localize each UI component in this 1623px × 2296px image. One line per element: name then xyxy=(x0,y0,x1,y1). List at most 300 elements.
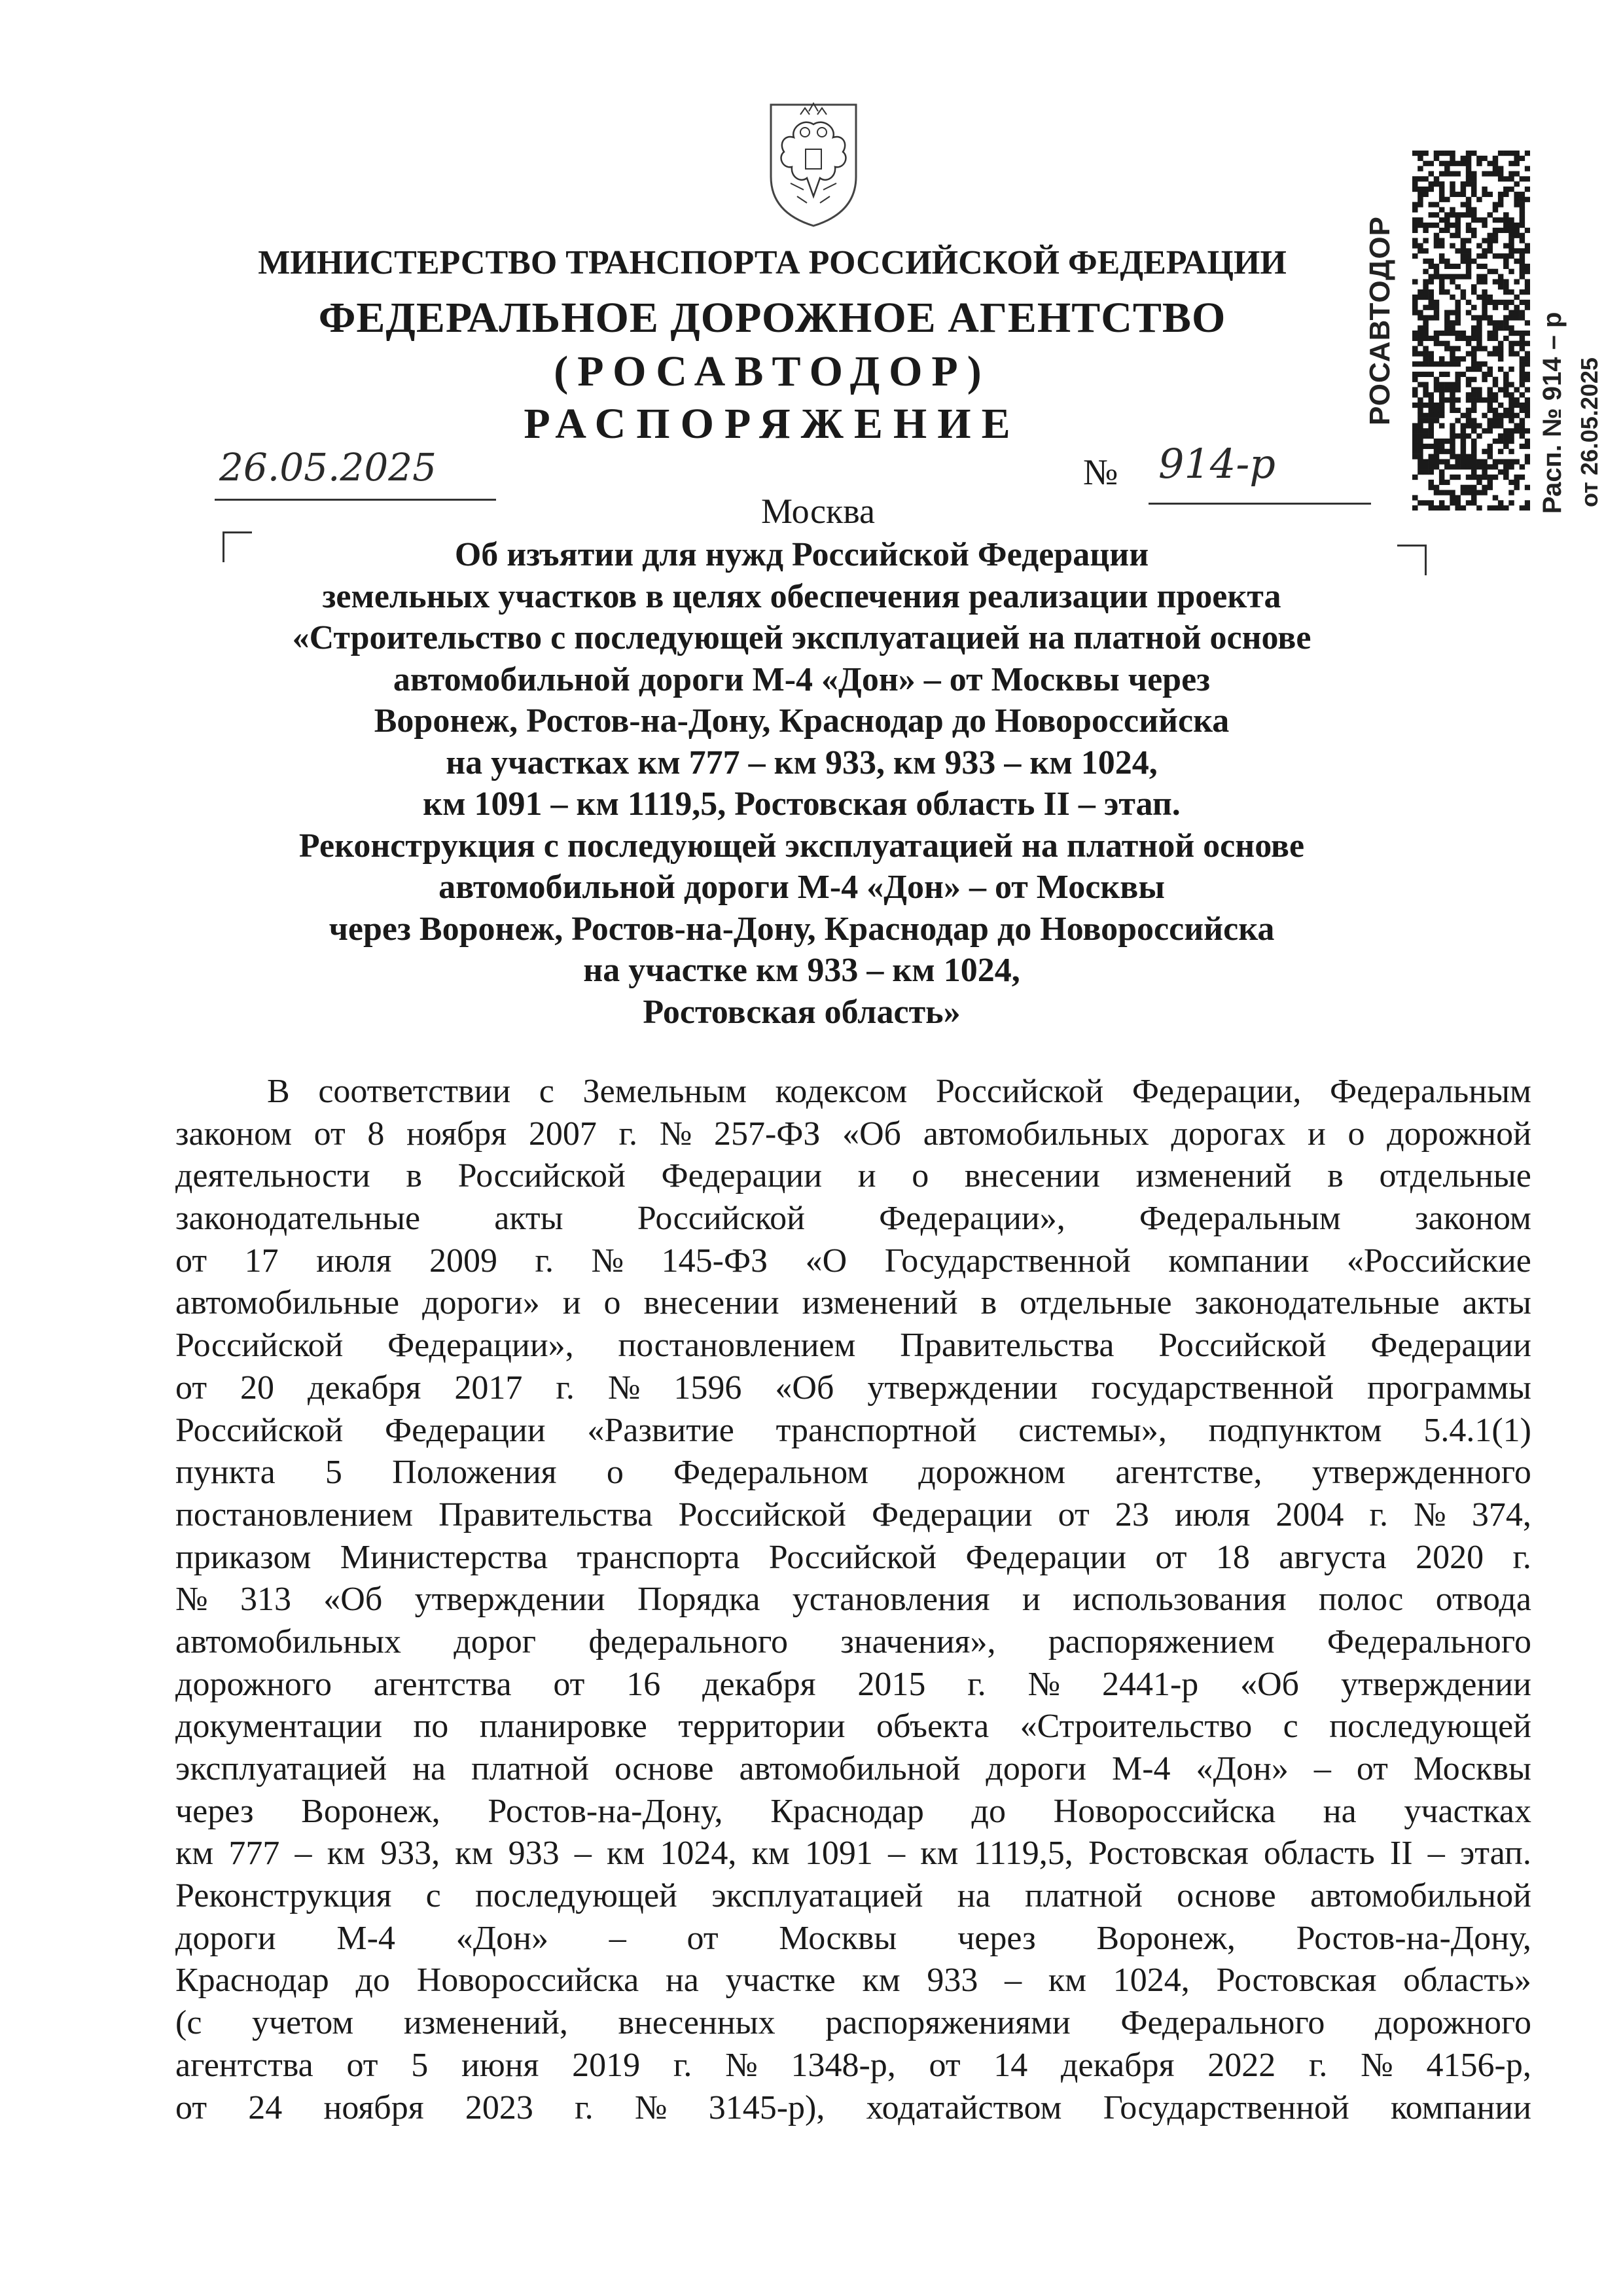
barcode-module xyxy=(1525,264,1530,269)
barcode-module xyxy=(1444,361,1450,367)
barcode-module xyxy=(1471,217,1476,223)
barcode-module xyxy=(1412,454,1418,459)
barcode-module xyxy=(1471,351,1476,356)
barcode-module xyxy=(1418,202,1423,207)
barcode-module xyxy=(1461,459,1466,464)
barcode-module xyxy=(1423,403,1428,408)
title-line: через Воронеж, Ростов-на-Дону, Краснодар до Новороссийска xyxy=(329,910,1275,948)
barcode-module xyxy=(1482,485,1487,490)
barcode-module xyxy=(1418,295,1423,300)
barcode-module xyxy=(1429,423,1434,428)
barcode-module xyxy=(1439,449,1444,454)
barcode-module xyxy=(1476,279,1482,284)
barcode-module xyxy=(1520,444,1525,449)
barcode-module xyxy=(1482,223,1487,228)
barcode-module xyxy=(1498,325,1503,331)
barcode-module xyxy=(1412,428,1418,433)
barcode-module xyxy=(1503,217,1508,223)
barcode-module xyxy=(1429,485,1434,490)
barcode-module xyxy=(1461,295,1466,300)
barcode-module xyxy=(1520,300,1525,305)
barcode-module xyxy=(1412,377,1418,382)
barcode-module xyxy=(1423,433,1428,439)
barcode-module xyxy=(1482,459,1487,464)
barcode-module xyxy=(1429,187,1434,192)
barcode-module xyxy=(1423,325,1428,331)
barcode-module xyxy=(1439,192,1444,197)
barcode-module xyxy=(1450,331,1455,336)
barcode-module xyxy=(1498,192,1503,197)
barcode-module xyxy=(1455,377,1460,382)
barcode-module xyxy=(1493,305,1498,310)
barcode-module xyxy=(1508,289,1514,295)
barcode-module xyxy=(1466,223,1471,228)
barcode-module xyxy=(1455,459,1460,464)
barcode-module xyxy=(1423,500,1428,505)
barcode-module xyxy=(1439,279,1444,284)
barcode-module xyxy=(1482,475,1487,480)
barcode-module xyxy=(1488,331,1493,336)
barcode-module xyxy=(1450,187,1455,192)
barcode-module xyxy=(1439,161,1444,166)
barcode-module xyxy=(1418,325,1423,331)
barcode-module xyxy=(1434,269,1439,274)
barcode-module xyxy=(1429,413,1434,418)
barcode-module xyxy=(1520,207,1525,212)
barcode-module xyxy=(1498,166,1503,171)
barcode-module xyxy=(1461,253,1466,259)
barcode-module xyxy=(1514,181,1519,187)
barcode-module xyxy=(1412,449,1418,454)
barcode-module xyxy=(1525,444,1530,449)
barcode-module xyxy=(1476,387,1482,392)
barcode-module xyxy=(1482,217,1487,223)
barcode-module xyxy=(1455,233,1460,238)
body-line: деятельности в Российской Федерации и о внесении изменений в отдельные xyxy=(175,1157,1531,1195)
barcode-module xyxy=(1455,475,1460,480)
barcode-module xyxy=(1434,331,1439,336)
barcode-module xyxy=(1493,279,1498,284)
barcode-module xyxy=(1429,397,1434,403)
barcode-module xyxy=(1434,274,1439,279)
barcode-module xyxy=(1461,212,1466,217)
barcode-module xyxy=(1455,320,1460,325)
barcode-module xyxy=(1444,480,1450,485)
barcode-module xyxy=(1466,336,1471,341)
barcode-module xyxy=(1476,295,1482,300)
barcode-module xyxy=(1455,300,1460,305)
barcode-module xyxy=(1418,336,1423,341)
barcode-module xyxy=(1450,449,1455,454)
barcode-module xyxy=(1466,274,1471,279)
body-line: пункта 5 Положения о Федеральном дорожном агентстве, утвержденного xyxy=(175,1454,1531,1492)
barcode-module xyxy=(1423,187,1428,192)
barcode-module xyxy=(1455,464,1460,469)
barcode-module xyxy=(1450,346,1455,351)
barcode-module xyxy=(1455,495,1460,500)
barcode-module xyxy=(1508,439,1514,444)
barcode-module xyxy=(1455,346,1460,351)
barcode-module xyxy=(1525,269,1530,274)
barcode-module xyxy=(1434,156,1439,161)
body-line: Реконструкция с последующей эксплуатацией на платной основе автомобильной xyxy=(175,1877,1531,1915)
barcode-module xyxy=(1434,439,1439,444)
barcode-module xyxy=(1503,439,1508,444)
barcode-module xyxy=(1423,289,1428,295)
barcode-module xyxy=(1455,284,1460,289)
barcode-module xyxy=(1471,439,1476,444)
barcode-module xyxy=(1412,295,1418,300)
body-line: от 17 июля 2009 г. № 145-ФЗ «О Государственной компании «Российские xyxy=(175,1242,1531,1280)
barcode-module xyxy=(1444,505,1450,511)
stamp-organization: РОСАВТОДОР xyxy=(1364,216,1396,425)
barcode-module xyxy=(1429,212,1434,217)
barcode-module xyxy=(1471,315,1476,320)
barcode-module xyxy=(1498,356,1503,361)
barcode-module xyxy=(1412,351,1418,356)
stamp-registration-number: Расп. № 914 – р xyxy=(1538,312,1567,514)
barcode-module xyxy=(1418,166,1423,171)
barcode-module xyxy=(1482,253,1487,259)
coat-of-arms-emblem xyxy=(764,98,863,229)
barcode-module xyxy=(1476,464,1482,469)
barcode-module xyxy=(1525,305,1530,310)
barcode-module xyxy=(1482,305,1487,310)
barcode-module xyxy=(1418,351,1423,356)
barcode-module xyxy=(1514,192,1519,197)
barcode-module xyxy=(1423,413,1428,418)
barcode-module xyxy=(1455,361,1460,367)
barcode-module xyxy=(1498,351,1503,356)
barcode-module xyxy=(1444,331,1450,336)
barcode-module xyxy=(1471,387,1476,392)
barcode-module xyxy=(1508,228,1514,233)
barcode-module xyxy=(1514,197,1519,202)
barcode-module xyxy=(1514,480,1519,485)
barcode-module xyxy=(1439,459,1444,464)
barcode-module xyxy=(1418,459,1423,464)
document-type: РАСПОРЯЖЕНИЕ xyxy=(524,400,1021,448)
barcode-module xyxy=(1434,490,1439,495)
barcode-module xyxy=(1471,289,1476,295)
barcode-module xyxy=(1508,459,1514,464)
barcode-module xyxy=(1434,377,1439,382)
barcode-module xyxy=(1471,233,1476,238)
barcode-module xyxy=(1466,351,1471,356)
barcode-module xyxy=(1439,341,1444,346)
barcode-module xyxy=(1444,459,1450,464)
barcode-module xyxy=(1444,397,1450,403)
barcode-module xyxy=(1461,187,1466,192)
barcode-module xyxy=(1466,300,1471,305)
barcode-module xyxy=(1525,361,1530,367)
barcode-module xyxy=(1508,248,1514,253)
barcode-module xyxy=(1439,439,1444,444)
barcode-module xyxy=(1471,459,1476,464)
barcode-module xyxy=(1461,413,1466,418)
barcode-module xyxy=(1439,413,1444,418)
barcode-module xyxy=(1439,392,1444,397)
barcode-module xyxy=(1508,480,1514,485)
barcode-module xyxy=(1434,454,1439,459)
barcode-module xyxy=(1455,310,1460,315)
barcode-module xyxy=(1520,408,1525,413)
barcode-module xyxy=(1514,310,1519,315)
barcode-module xyxy=(1418,341,1423,346)
barcode-module xyxy=(1520,248,1525,253)
barcode-module xyxy=(1471,495,1476,500)
barcode-module xyxy=(1418,315,1423,320)
barcode-module xyxy=(1498,341,1503,346)
barcode-module xyxy=(1434,300,1439,305)
barcode-module xyxy=(1444,346,1450,351)
barcode-module xyxy=(1429,433,1434,439)
barcode-module xyxy=(1471,418,1476,423)
barcode-module xyxy=(1418,151,1423,156)
barcode-module xyxy=(1412,372,1418,377)
barcode-module xyxy=(1466,156,1471,161)
barcode-module xyxy=(1455,500,1460,505)
barcode-module xyxy=(1423,356,1428,361)
barcode-module xyxy=(1412,433,1418,439)
title-line: автомобильной дороги М-4 «Дон» – от Москвы xyxy=(438,869,1165,906)
barcode-module xyxy=(1429,274,1434,279)
barcode-module xyxy=(1488,403,1493,408)
barcode-module xyxy=(1520,259,1525,264)
barcode-module xyxy=(1493,171,1498,176)
barcode-module xyxy=(1498,346,1503,351)
barcode-module xyxy=(1412,238,1418,243)
barcode-module xyxy=(1498,403,1503,408)
barcode-module xyxy=(1466,490,1471,495)
barcode-module xyxy=(1461,156,1466,161)
barcode-module xyxy=(1466,181,1471,187)
barcode-module xyxy=(1482,377,1487,382)
barcode-module xyxy=(1423,248,1428,253)
barcode-module xyxy=(1412,505,1418,511)
barcode-module xyxy=(1466,377,1471,382)
barcode-module xyxy=(1412,310,1418,315)
barcode-module xyxy=(1493,392,1498,397)
barcode-module xyxy=(1471,212,1476,217)
barcode-module xyxy=(1412,387,1418,392)
barcode-module xyxy=(1471,176,1476,181)
barcode-module xyxy=(1514,156,1519,161)
barcode-module xyxy=(1488,248,1493,253)
barcode-module xyxy=(1488,171,1493,176)
barcode-module xyxy=(1520,264,1525,269)
barcode-module xyxy=(1498,171,1503,176)
barcode-module xyxy=(1514,202,1519,207)
barcode-module xyxy=(1434,387,1439,392)
barcode-module xyxy=(1471,403,1476,408)
barcode-module xyxy=(1444,166,1450,171)
barcode-module xyxy=(1461,192,1466,197)
barcode-module xyxy=(1412,444,1418,449)
barcode-module xyxy=(1423,305,1428,310)
barcode-module xyxy=(1482,192,1487,197)
body-line: дороги М-4 «Дон» – от Москвы через Воронеж, Ростов-на-Дону, xyxy=(175,1919,1531,1957)
barcode-module xyxy=(1450,475,1455,480)
barcode-module xyxy=(1514,423,1519,428)
barcode-module xyxy=(1471,500,1476,505)
barcode-module xyxy=(1471,346,1476,351)
barcode-module xyxy=(1520,403,1525,408)
barcode-module xyxy=(1444,315,1450,320)
barcode-module xyxy=(1476,331,1482,336)
barcode-module xyxy=(1439,259,1444,264)
barcode-module xyxy=(1450,444,1455,449)
barcode-module xyxy=(1450,423,1455,428)
barcode-module xyxy=(1525,300,1530,305)
barcode-module xyxy=(1471,207,1476,212)
barcode-module xyxy=(1450,495,1455,500)
barcode-module xyxy=(1412,346,1418,351)
barcode-module xyxy=(1488,387,1493,392)
barcode-module xyxy=(1466,161,1471,166)
barcode-module xyxy=(1418,444,1423,449)
barcode-module xyxy=(1482,279,1487,284)
barcode-module xyxy=(1412,176,1418,181)
barcode-module xyxy=(1418,243,1423,248)
barcode-module xyxy=(1429,428,1434,433)
barcode-module xyxy=(1444,464,1450,469)
barcode-module xyxy=(1412,331,1418,336)
barcode-module xyxy=(1418,156,1423,161)
barcode-module xyxy=(1493,161,1498,166)
barcode-module xyxy=(1423,284,1428,289)
barcode-module xyxy=(1450,243,1455,248)
barcode-module xyxy=(1520,289,1525,295)
barcode-module xyxy=(1508,351,1514,356)
barcode-module xyxy=(1498,413,1503,418)
barcode-module xyxy=(1429,315,1434,320)
barcode-module xyxy=(1508,408,1514,413)
barcode-module xyxy=(1525,166,1530,171)
barcode-module xyxy=(1493,495,1498,500)
barcode-module xyxy=(1498,439,1503,444)
barcode-module xyxy=(1482,274,1487,279)
barcode-module xyxy=(1503,279,1508,284)
barcode-module xyxy=(1434,310,1439,315)
barcode-module xyxy=(1466,433,1471,439)
body-line: законодательные акты Российской Федерации», Федеральным законом xyxy=(175,1200,1531,1238)
barcode-module xyxy=(1508,490,1514,495)
barcode-module xyxy=(1520,253,1525,259)
barcode-module xyxy=(1455,418,1460,423)
barcode-module xyxy=(1450,387,1455,392)
barcode-module xyxy=(1466,207,1471,212)
barcode-module xyxy=(1423,259,1428,264)
barcode-module xyxy=(1466,382,1471,387)
barcode-module xyxy=(1466,397,1471,403)
barcode-module xyxy=(1461,454,1466,459)
barcode-module xyxy=(1450,351,1455,356)
barcode-module xyxy=(1455,192,1460,197)
barcode-module xyxy=(1498,505,1503,511)
barcode-module xyxy=(1488,161,1493,166)
barcode-module xyxy=(1514,475,1519,480)
barcode-module xyxy=(1434,305,1439,310)
barcode-module xyxy=(1520,428,1525,433)
barcode-module xyxy=(1482,449,1487,454)
barcode-module xyxy=(1488,212,1493,217)
barcode-module xyxy=(1450,181,1455,187)
barcode-module xyxy=(1476,274,1482,279)
barcode-module xyxy=(1423,361,1428,367)
barcode-module xyxy=(1455,223,1460,228)
barcode-module xyxy=(1498,459,1503,464)
barcode-module xyxy=(1450,156,1455,161)
barcode-module xyxy=(1493,238,1498,243)
barcode-module xyxy=(1466,367,1471,372)
barcode-module xyxy=(1429,181,1434,187)
barcode-module xyxy=(1450,310,1455,315)
barcode-module xyxy=(1434,413,1439,418)
barcode-module xyxy=(1488,408,1493,413)
barcode-module xyxy=(1471,181,1476,187)
barcode-module xyxy=(1508,341,1514,346)
barcode-module xyxy=(1434,418,1439,423)
barcode-module xyxy=(1471,228,1476,233)
barcode-module xyxy=(1461,248,1466,253)
barcode-module xyxy=(1450,233,1455,238)
barcode-module xyxy=(1439,217,1444,223)
barcode-module xyxy=(1503,151,1508,156)
document-title xyxy=(196,534,1407,1033)
barcode-module xyxy=(1488,269,1493,274)
barcode-module xyxy=(1482,156,1487,161)
barcode-module xyxy=(1455,336,1460,341)
barcode-module xyxy=(1471,284,1476,289)
barcode-module xyxy=(1514,485,1519,490)
barcode-module xyxy=(1520,310,1525,315)
barcode-module xyxy=(1444,449,1450,454)
barcode-module xyxy=(1493,269,1498,274)
barcode-module xyxy=(1450,490,1455,495)
barcode-module xyxy=(1450,439,1455,444)
barcode-module xyxy=(1525,377,1530,382)
barcode-module xyxy=(1482,289,1487,295)
barcode-module xyxy=(1520,418,1525,423)
barcode-module xyxy=(1423,269,1428,274)
barcode-module xyxy=(1418,372,1423,377)
barcode-module xyxy=(1466,464,1471,469)
barcode-module xyxy=(1429,356,1434,361)
body-line: Российской Федерации «Развитие транспортной системы», подпунктом 5.4.1(1) xyxy=(175,1411,1531,1449)
barcode-module xyxy=(1439,207,1444,212)
barcode-module xyxy=(1412,361,1418,367)
barcode-module xyxy=(1498,253,1503,259)
barcode-module xyxy=(1471,305,1476,310)
barcode-module xyxy=(1525,387,1530,392)
barcode-module xyxy=(1493,505,1498,511)
barcode-module xyxy=(1434,233,1439,238)
barcode-module xyxy=(1508,397,1514,403)
barcode-module xyxy=(1525,228,1530,233)
barcode-module xyxy=(1488,351,1493,356)
barcode-module xyxy=(1476,397,1482,403)
barcode-module xyxy=(1429,372,1434,377)
agency-name: ФЕДЕРАЛЬНОЕ ДОРОЖНОЕ АГЕНТСТВО xyxy=(318,294,1226,342)
barcode-module xyxy=(1471,449,1476,454)
barcode-module xyxy=(1508,315,1514,320)
barcode-module xyxy=(1423,223,1428,228)
body-line: законом от 8 ноября 2007 г. № 257-ФЗ «Об автомобильных дорогах и о дорожной xyxy=(175,1115,1531,1153)
barcode-module xyxy=(1471,397,1476,403)
barcode-module xyxy=(1434,212,1439,217)
barcode-module xyxy=(1423,372,1428,377)
